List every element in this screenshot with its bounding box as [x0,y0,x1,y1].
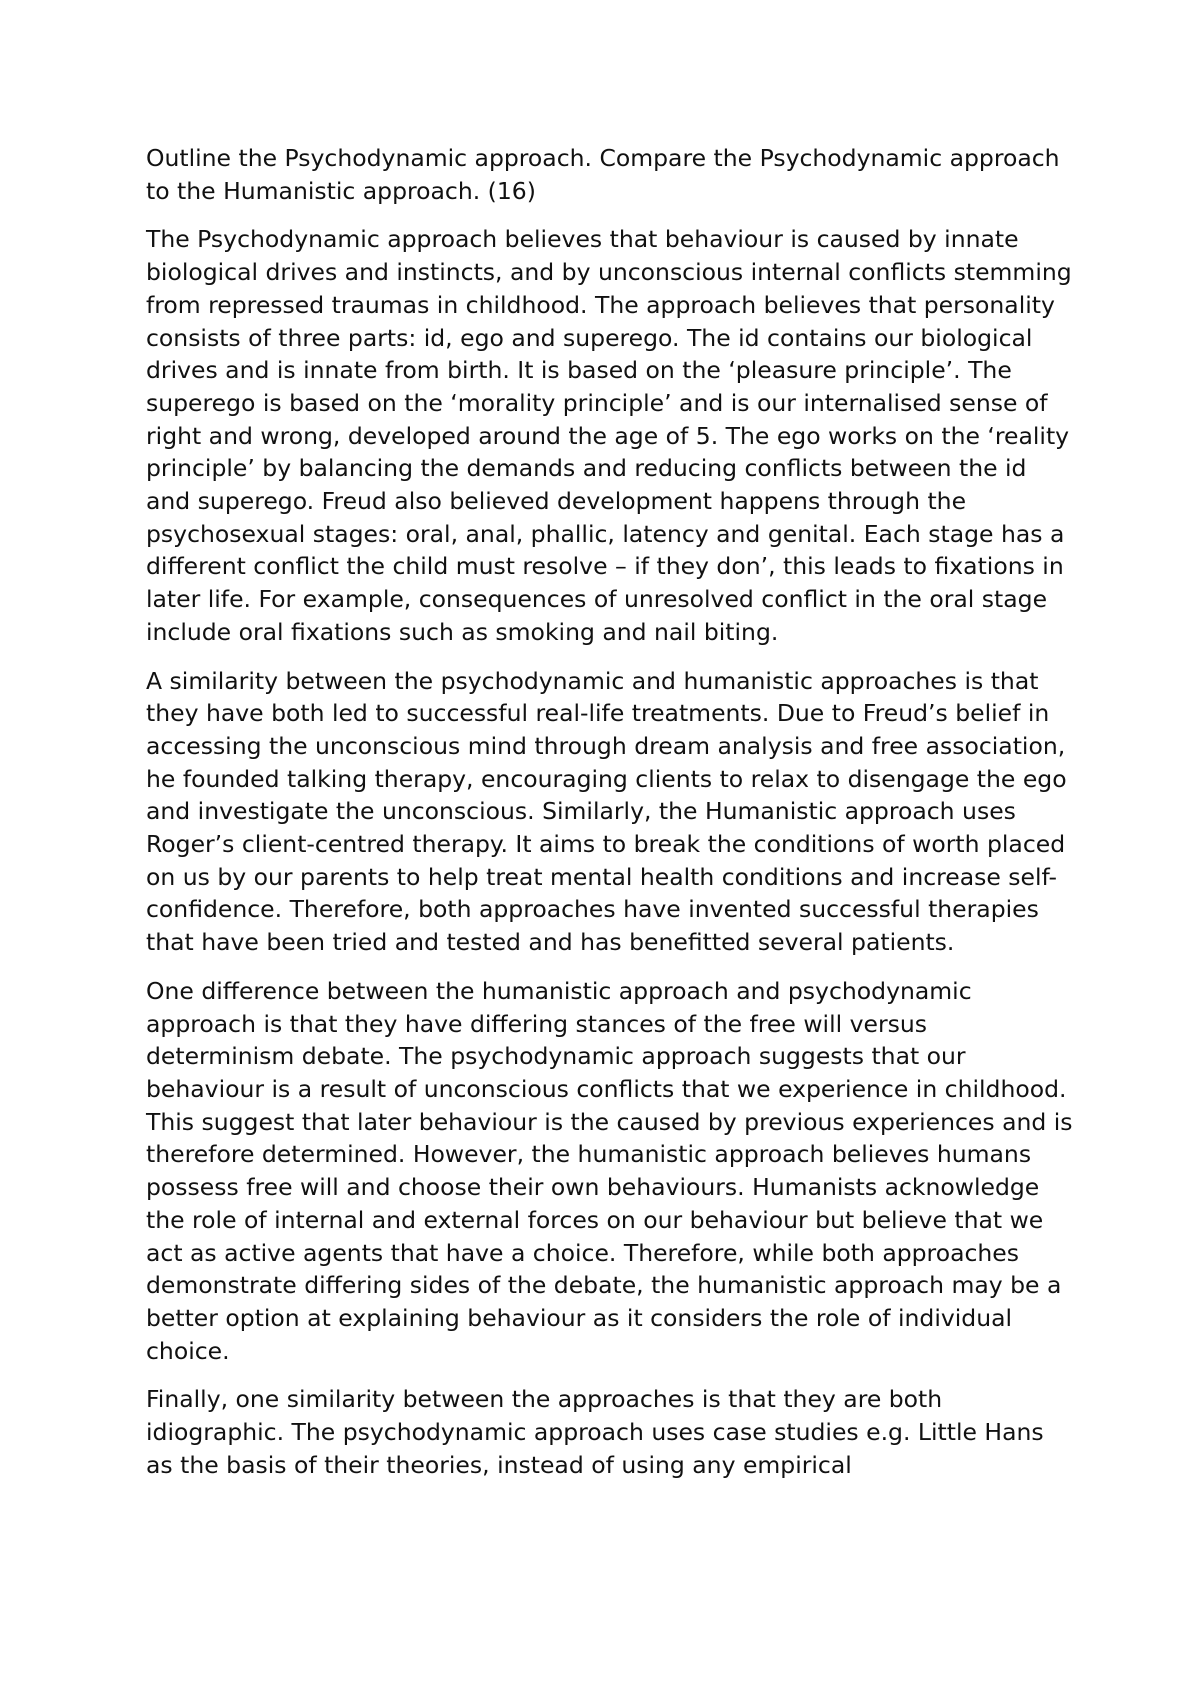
paragraph-free-will-difference: One difference between the humanistic approach and psychodynamic approach is that they have differing stances of the free will versus determinism debate. The psychodynamic approach suggests that our behaviour is a result of unconscious conflicts that we experience in childhood. This suggest that later behaviour is the caused by previous experiences and is therefore determined. However, the humanistic approach believes humans possess free will and choose their own behaviours. Humanists acknowledge the role of internal and external forces on our behaviour but believe that we act as active agents that have a choice. Therefore, while both approaches demonstrate differing sides of the debate, the humanistic approach may be a better option at explaining behaviour as it considers the role of individual choice. [146,976,1073,1365]
paragraph-therapy-similarity: A similarity between the psychodynamic and humanistic approaches is that they have both led to successful real-life treatments. Due to Freud’s belief in accessing the unconscious mind through dream analysis and free association, he founded talking therapy, encouraging clients to relax to disengage the ego and investigate the unconscious. Similarly, the Humanistic approach uses Roger’s client-centred therapy. It aims to break the conditions of worth placed on us by our parents to help treat mental health conditions and increase self-confidence. Therefore, both approaches have invented successful therapies that have been tried and tested and has benefitted several patients. [146,666,1067,957]
essay-question: Outline the Psychodynamic approach. Compare the Psychodynamic approach to the Humanistic approach. (16) [146,144,1060,205]
paragraph-psychodynamic-outline: The Psychodynamic approach believes that behaviour is caused by innate biological drives and instincts, and by unconscious internal conflicts stemming from repressed traumas in childhood. The approach believes that personality consists of three parts: id, ego and superego. The id contains our biological drives and is innate from birth. It is based on the ‘pleasure principle’. The superego is based on the ‘morality principle’ and is our internalised sense of right and wrong, developed around the age of 5. The ego works on the ‘reality principle’ by balancing the demands and reducing conflicts between the id and superego. Freud also believed development happens through the psychosexual stages: oral, anal, phallic, latency and genital. Each stage has a different conflict the child must resolve – if they don’, this leads to fixations in later life. For example, consequences of unresolved conflict in the oral stage include oral fixations such as smoking and nail biting. [146,225,1072,646]
document-body [146,142,1076,1497]
paragraph-idiographic-similarity: Finally, one similarity between the approaches is that they are both idiographic. The psychodynamic approach uses case studies e.g. Little Hans as the basis of their theories, instead of using any empirical [146,1385,1044,1479]
